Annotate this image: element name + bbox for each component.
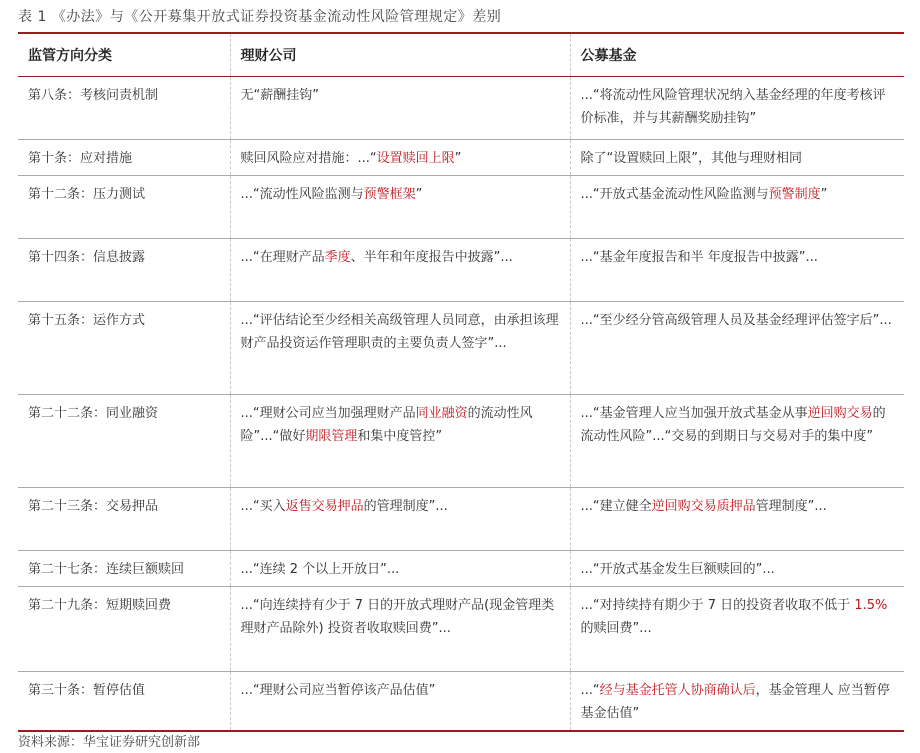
- category-text: 第二十九条：短期赎回费: [28, 598, 172, 613]
- cell-public-fund: [570, 140, 904, 176]
- highlighted-text: 逆回购交易: [807, 406, 873, 421]
- cell-public-fund: [570, 587, 904, 672]
- header-category: 监管方向分类: [18, 33, 230, 77]
- highlighted-text: 季度: [324, 250, 351, 265]
- highlighted-text: 期限管理: [305, 429, 358, 444]
- cell-text: ”: [415, 187, 423, 202]
- cell-text: ...“连续 2 个以上开放日”...: [240, 562, 400, 577]
- cell-wealth-company: [230, 239, 570, 302]
- cell-public-fund: [570, 302, 904, 395]
- cell-text: ...“评估结论至少经相关高级管理人员同意，由承担该理财产品投资运作管理职责的主要负责人签字”...: [240, 313, 559, 351]
- cell-public-fund: [570, 239, 904, 302]
- cell-text: 无“薪酬挂钩”: [240, 88, 319, 103]
- cell-text: 、半年和年度报告中披露”...: [350, 250, 513, 265]
- cell-text: 的赎回费”...: [580, 621, 652, 636]
- table-row: [18, 672, 904, 732]
- table-row: [18, 302, 904, 395]
- cell-text: 赎回风险应对措施：...“: [240, 151, 377, 166]
- table-row: [18, 77, 904, 140]
- cell-text: ...“开放式基金流动性风险监测与: [580, 187, 769, 202]
- cell-text: ...“对持续持有期少于 7 日的投资者收取不低于: [580, 598, 855, 613]
- highlighted-text: 1.5%: [854, 598, 888, 613]
- cell-text: ...“至少经分管高级管理人员及基金经理评估签字后”...: [580, 313, 892, 328]
- category-text: 第二十二条：同业融资: [28, 406, 159, 421]
- header-wealth-company: 理财公司: [230, 33, 570, 77]
- cell-category: [18, 551, 230, 587]
- cell-public-fund: [570, 176, 904, 239]
- cell-wealth-company: [230, 176, 570, 239]
- cell-text: ...“: [580, 683, 600, 698]
- cell-public-fund: [570, 672, 904, 732]
- cell-category: [18, 672, 230, 732]
- cell-wealth-company: [230, 302, 570, 395]
- cell-text: 管理制度”...: [755, 499, 827, 514]
- cell-text: ...“流动性风险监测与: [240, 187, 364, 202]
- cell-text: ”: [454, 151, 462, 166]
- category-text: 第十二条：压力测试: [28, 187, 146, 202]
- cell-text: ...“开放式基金发生巨额赎回的”...: [580, 562, 775, 577]
- cell-text: ...“买入: [240, 499, 286, 514]
- cell-wealth-company: [230, 395, 570, 488]
- table-row: [18, 140, 904, 176]
- cell-wealth-company: [230, 140, 570, 176]
- cell-text: 除了“设置赎回上限”，其他与理财相同: [580, 151, 802, 166]
- cell-text: 的流动性风险”...“做好: [240, 406, 533, 444]
- cell-category: [18, 587, 230, 672]
- table-row: [18, 551, 904, 587]
- cell-wealth-company: [230, 587, 570, 672]
- category-text: 第二十七条：连续巨额赎回: [28, 562, 185, 577]
- table-body: [18, 77, 904, 732]
- cell-category: [18, 239, 230, 302]
- cell-text: 的流动性风险”...“交易的到期日与交易对手的集中度”: [580, 406, 886, 444]
- highlighted-text: 返售交易押品: [285, 499, 364, 514]
- highlighted-text: 逆回购交易质押品: [651, 499, 756, 514]
- cell-wealth-company: [230, 77, 570, 140]
- cell-wealth-company: [230, 551, 570, 587]
- source-note: 资料来源：华宝证券研究创新部: [18, 735, 201, 750]
- cell-text: 和集中度管控”: [357, 429, 443, 444]
- category-text: 第十五条：运作方式: [28, 313, 146, 328]
- cell-public-fund: [570, 551, 904, 587]
- cell-public-fund: [570, 77, 904, 140]
- cell-text: ...“在理财产品: [240, 250, 325, 265]
- category-text: 第二十三条：交易押品: [28, 499, 159, 514]
- highlighted-text: 经与基金托管人协商确认后: [599, 683, 756, 698]
- table-row: [18, 395, 904, 488]
- cell-category: [18, 176, 230, 239]
- comparison-table: [18, 32, 904, 732]
- cell-public-fund: [570, 488, 904, 551]
- cell-text: ...“将流动性风险管理状况纳入基金经理的年度考核评价标准，并与其薪酬奖励挂钩”: [580, 88, 886, 126]
- cell-text: ...“建立健全: [580, 499, 652, 514]
- cell-text: ...“理财公司应当加强理财产品: [240, 406, 416, 421]
- table-caption: 表 1 《办法》与《公开募集开放式证券投资基金流动性风险管理规定》差别: [18, 9, 502, 25]
- highlighted-text: 预警框架: [363, 187, 416, 202]
- cell-category: [18, 77, 230, 140]
- highlighted-text: 预警制度: [768, 187, 821, 202]
- table-row: [18, 239, 904, 302]
- cell-public-fund: [570, 395, 904, 488]
- cell-category: [18, 302, 230, 395]
- table-row: [18, 587, 904, 672]
- table-row: [18, 488, 904, 551]
- cell-text: ，基金管理人 应当暂停基金估值”: [580, 683, 890, 721]
- cell-text: ...“基金管理人应当加强开放式基金从事: [580, 406, 808, 421]
- cell-wealth-company: [230, 488, 570, 551]
- cell-text: ...“理财公司应当暂停该产品估值”: [240, 683, 436, 698]
- cell-text: 的管理制度”...: [363, 499, 448, 514]
- cell-text: ...“向连续持有少于 7 日的开放式理财产品(现金管理类理财产品除外) 投资者收取赎回费”...: [240, 598, 555, 636]
- cell-category: [18, 395, 230, 488]
- table-row: [18, 176, 904, 239]
- cell-text: ...“基金年度报告和半 年度报告中披露”...: [580, 250, 818, 265]
- highlighted-text: 设置赎回上限: [376, 151, 455, 166]
- highlighted-text: 同业融资: [415, 406, 468, 421]
- header-public-fund: 公募基金: [570, 33, 904, 77]
- category-text: 第八条：考核问责机制: [28, 88, 159, 103]
- cell-text: ”: [820, 187, 828, 202]
- category-text: 第十四条：信息披露: [28, 250, 146, 265]
- cell-wealth-company: [230, 672, 570, 732]
- category-text: 第三十条：暂停估值: [28, 683, 146, 698]
- cell-category: [18, 140, 230, 176]
- cell-category: [18, 488, 230, 551]
- category-text: 第十条：应对措施: [28, 151, 133, 166]
- table-header-row: [18, 33, 904, 77]
